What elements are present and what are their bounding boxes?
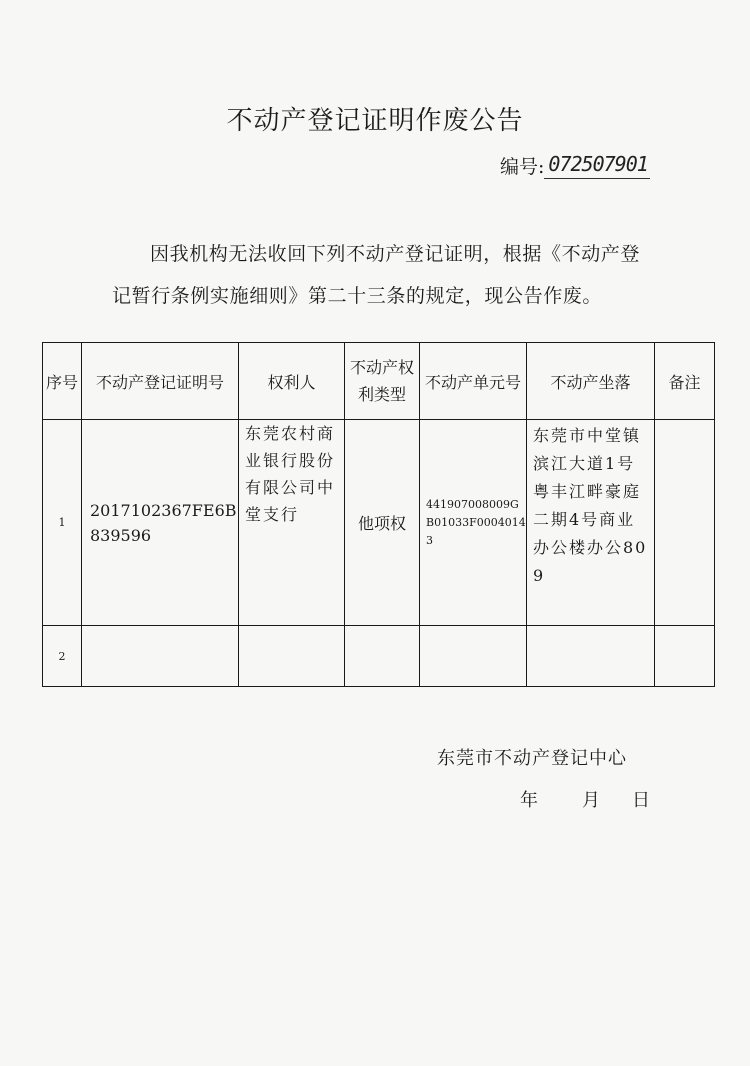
day-label: 日: [632, 790, 650, 811]
cell-holder: [239, 420, 345, 626]
page-title: 不动产登记证明作废公告: [226, 106, 524, 136]
serial-number: [500, 152, 650, 179]
table-row: [43, 626, 715, 687]
issuing-office: 东莞市不动产登记中心: [437, 748, 627, 769]
header-right-type: 不动产权利类型: [345, 343, 420, 420]
cell-remark: [655, 626, 715, 687]
header-remark: 备注: [655, 343, 715, 420]
cell-remark: [655, 420, 715, 626]
cell-cert-no: [82, 626, 239, 687]
cell-location: [527, 626, 655, 687]
serial-label: 编号:: [500, 156, 545, 178]
serial-value: 072507901: [544, 152, 649, 179]
cell-seq: 1: [43, 420, 82, 626]
location-text: 东莞市中堂镇滨江大道1号粤丰江畔豪庭二期4号商业办公楼办公809: [533, 426, 648, 585]
header-location: 不动产坐落: [527, 343, 655, 420]
certificate-table: [42, 342, 715, 687]
cell-location: [527, 420, 655, 626]
holder-text: 东莞农村商业银行股份有限公司中堂支行: [245, 424, 336, 524]
table-row: [43, 420, 715, 626]
header-holder: 权利人: [239, 343, 345, 420]
header-cert-no: 不动产登记证明号: [82, 343, 239, 420]
cell-right-type: 他项权: [345, 420, 420, 626]
cell-unit-no: 441907008009GB01033F00040143: [420, 420, 527, 626]
cell-unit-no: [420, 626, 527, 687]
table-header-row: [43, 343, 715, 420]
cell-cert-no: 2017102367FE6B839596: [82, 420, 239, 626]
header-unit-no: 不动产单元号: [420, 343, 527, 420]
cell-right-type: [345, 626, 420, 687]
month-label: 月: [582, 790, 600, 811]
cell-seq: 2: [43, 626, 82, 687]
cell-holder: [239, 626, 345, 687]
year-label: 年: [520, 790, 538, 811]
date-line: [520, 786, 650, 812]
notice-body: 因我机构无法收回下列不动产登记证明，根据《不动产登记暂行条例实施细则》第二十三条的规定，现公告作废。: [112, 243, 641, 307]
header-seq: 序号: [43, 343, 82, 420]
